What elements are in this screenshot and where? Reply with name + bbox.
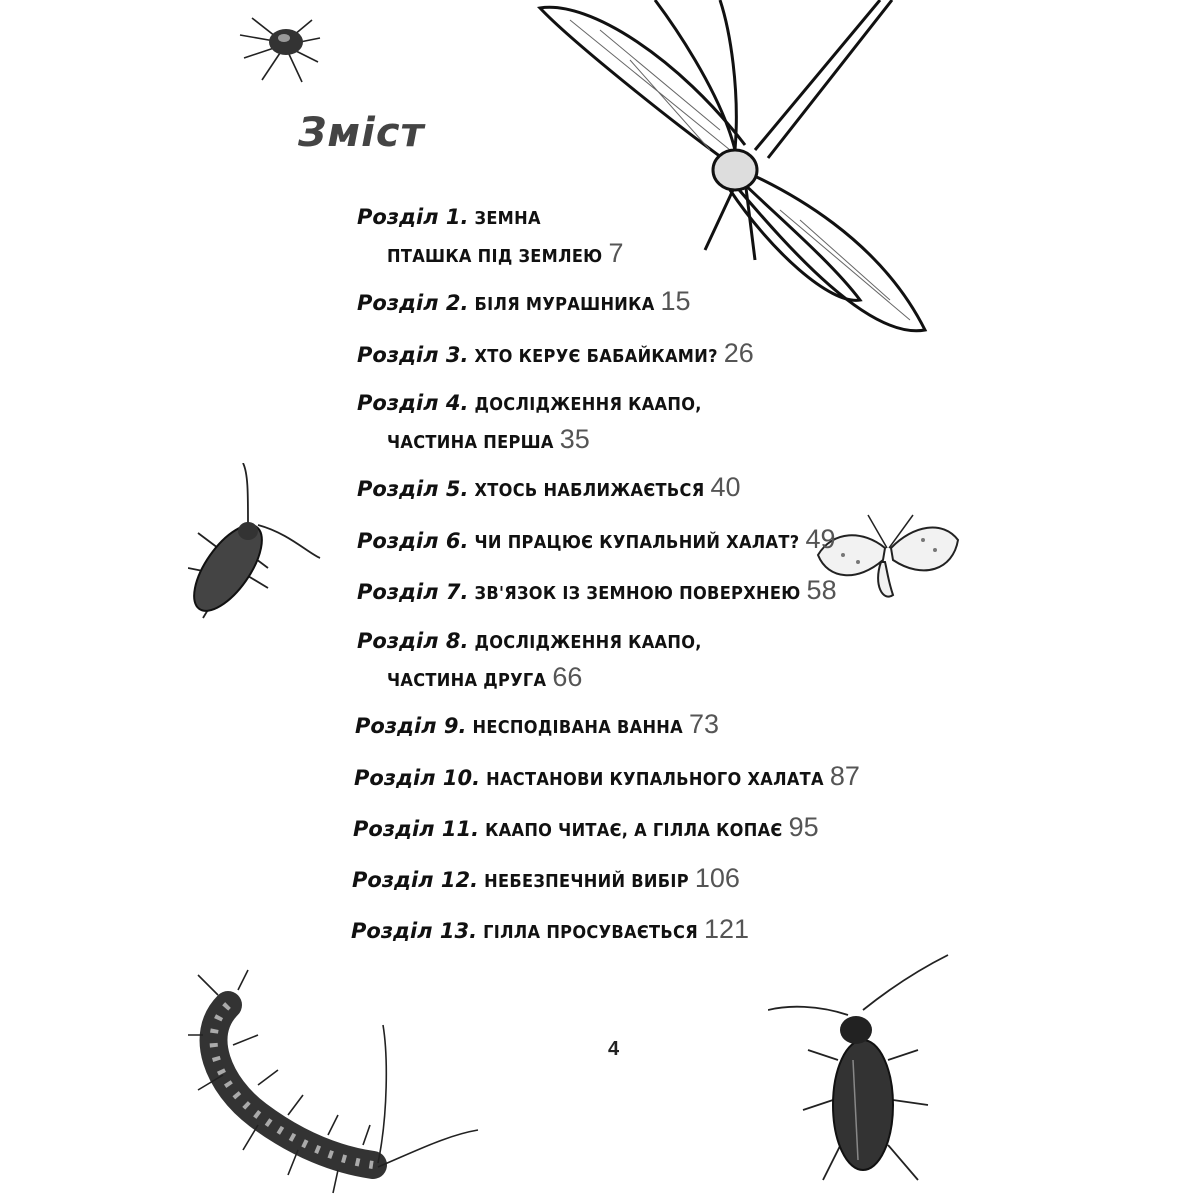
chapter-page: 35 [559,424,590,454]
chapter-title: ЧАСТИНА ПЕРША [387,432,554,453]
chapter-title: ЧАСТИНА ДРУГА [387,670,547,691]
page-title: Зміст [298,110,425,156]
chapter-page: 26 [723,338,754,368]
toc-entry-11[interactable] [353,810,819,848]
chapter-label: Розділ 10. [354,766,481,790]
chapter-title: ПТАШКА ПІД ЗЕМЛЕЮ [387,246,603,267]
toc-entry-2[interactable] [357,284,691,322]
toc-entry-3[interactable] [357,336,754,374]
toc-entry-6[interactable] [357,522,835,560]
chapter-page: 58 [806,575,837,605]
chapter-title: ДОСЛІДЖЕННЯ КААПО, [474,632,702,653]
toc-entry-5[interactable] [357,470,741,508]
chapter-title: ГІЛЛА ПРОСУВАЄТЬСЯ [483,922,698,943]
chapter-label: Розділ 2. [357,291,469,315]
chapter-label: Розділ 12. [352,868,479,892]
toc-entry-4[interactable] [357,386,702,460]
toc-entry-13[interactable] [351,912,749,950]
chapter-label: Розділ 7. [357,580,469,604]
chapter-page: 73 [688,709,720,739]
chapter-page: 49 [805,524,836,554]
chapter-label: Розділ 6. [357,529,469,553]
chapter-label: Розділ 4. [357,391,469,415]
chapter-title: ЗВ'ЯЗОК ІЗ ЗЕМНОЮ ПОВЕРХНЕЮ [474,583,801,604]
page-number: 4 [608,1038,620,1060]
chapter-label: Розділ 13. [351,919,478,943]
chapter-title: ЗЕМНА [474,208,541,229]
chapter-page: 121 [703,914,750,944]
chapter-title: ЧИ ПРАЦЮЄ КУПАЛЬНИЙ ХАЛАТ? [474,532,800,553]
chapter-title: НАСТАНОВИ КУПАЛЬНОГО ХАЛАТА [486,769,824,790]
chapter-label: Розділ 11. [353,817,480,841]
chapter-title: КААПО ЧИТАЄ, А ГІЛЛА КОПАЄ [485,820,783,841]
chapter-title: НЕБЕЗПЕЧНИЙ ВИБІР [484,871,689,892]
chapter-label: Розділ 5. [357,477,469,501]
chapter-label: Розділ 3. [357,343,469,367]
toc-entry-12[interactable] [352,861,740,899]
chapter-page: 15 [660,286,691,316]
chapter-page: 95 [788,812,819,842]
chapter-label: Розділ 8. [357,629,469,653]
toc-entry-9[interactable] [355,707,719,745]
chapter-page: 87 [829,761,860,791]
chapter-page: 40 [710,472,741,502]
chapter-title: ДОСЛІДЖЕННЯ КААПО, [474,394,702,415]
chapter-title: ХТОСЬ НАБЛИЖАЄТЬСЯ [474,480,705,501]
toc-entry-1[interactable] [357,200,624,274]
toc-entry-7[interactable] [357,573,837,611]
chapter-title: НЕСПОДІВАНА ВАННА [472,717,683,738]
chapter-page: 106 [694,863,740,893]
chapter-page: 7 [608,238,624,268]
toc-entry-10[interactable] [354,759,860,797]
chapter-title: БІЛЯ МУРАШНИКА [474,294,655,315]
toc-entry-8[interactable] [357,624,702,698]
chapter-title: ХТО КЕРУЄ БАБАЙКАМИ? [474,346,718,367]
chapter-label: Розділ 1. [357,205,469,229]
chapter-page: 66 [552,662,583,692]
chapter-label: Розділ 9. [355,714,467,738]
